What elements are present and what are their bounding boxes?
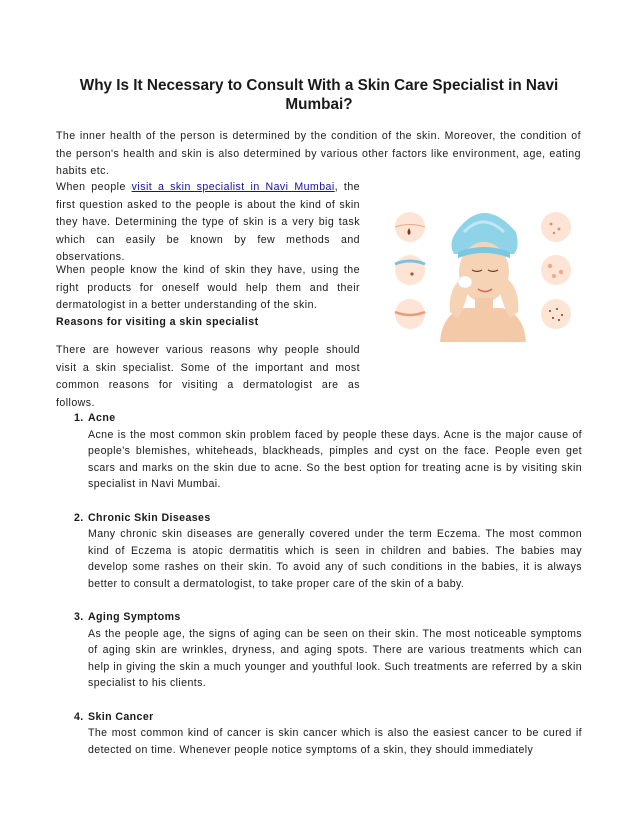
page-title: Why Is It Necessary to Consult With a Skin Care Specialist in Navi Mumbai?: [79, 77, 559, 113]
list-item: [56, 709, 582, 759]
paragraph-text-after: , the first question asked to the people is about the kind of skin they have. Determining the type of skin is a very big task which can easily be known by few methods and observations.: [56, 181, 361, 264]
list-item-title: Aging Symptoms: [88, 611, 181, 623]
list-item-title: Chronic Skin Diseases: [88, 511, 211, 524]
reasons-list: [56, 410, 582, 775]
paragraph-text-before: When people: [56, 181, 132, 193]
reasons-heading: Reasons for visiting a skin specialist: [56, 316, 259, 328]
intro-paragraph: The inner health of the person is determined by the condition of the skin. Moreover, the condition of the person's health and skin is also determined by various other factors like environment, age, eating habits etc.: [56, 130, 581, 178]
skin-care-illustration: [378, 192, 588, 342]
skin-type-paragraph: [56, 179, 360, 267]
list-item-text: Many chronic skin diseases are generally covered under the term Eczema. The most common kind of Eczema is atopic dermatitis which is seen in children and babies. The babies may develop some rashes on their skin. To avoid any of such conditions in the babies, it is always better to consult a dermatologist, to take proper care of the skin of a baby.: [88, 528, 582, 590]
products-paragraph: When people know the kind of skin they have, using the right products for oneself would help them and their dermatologist in a better understanding of the skin.: [56, 264, 360, 312]
list-item-title: Skin Cancer: [88, 710, 154, 723]
list-number: 4.: [74, 710, 84, 723]
skin-condition-circles-right: [541, 212, 571, 329]
list-number: 2.: [74, 511, 84, 524]
list-item: [56, 609, 582, 692]
list-number: 1.: [74, 412, 84, 424]
list-item-text: The most common kind of cancer is skin cancer which is also the easiest cancer to be cured if detected on time. Whenever people notice symptoms of a skin, they should immediately: [88, 727, 582, 756]
list-item: [56, 410, 582, 493]
reasons-intro-paragraph: There are however various reasons why people should visit a skin specialist. Some of the important and most common reasons for visiting a dermatologist are as follows.: [56, 344, 360, 409]
list-item-text: As the people age, the signs of aging can be seen on their skin. The most noticeable symptoms of aging skin are wrinkles, dryness, and aging spots. There are various treatments which can help in giving the skin a much younger and youthful look. Such treatments are referred by a skin specialist to his clients.: [88, 627, 582, 689]
woman-with-towel: [440, 213, 526, 342]
list-item-text: Acne is the most common skin problem faced by people these days. Acne is the major cause of people's blemishes, whiteheads, blackheads, pimples and cyst on the face. People even get scars and marks on the skin due to acne. So the best option for treating acne is by visiting skin specialist in Navi Mumbai.: [88, 428, 582, 490]
list-number: 3.: [74, 611, 84, 623]
skin-specialist-link[interactable]: visit a skin specialist in Navi Mumbai: [131, 181, 335, 193]
skin-condition-circles-left: [395, 212, 425, 329]
list-item: [56, 510, 582, 593]
list-item-title: Acne: [88, 412, 116, 424]
